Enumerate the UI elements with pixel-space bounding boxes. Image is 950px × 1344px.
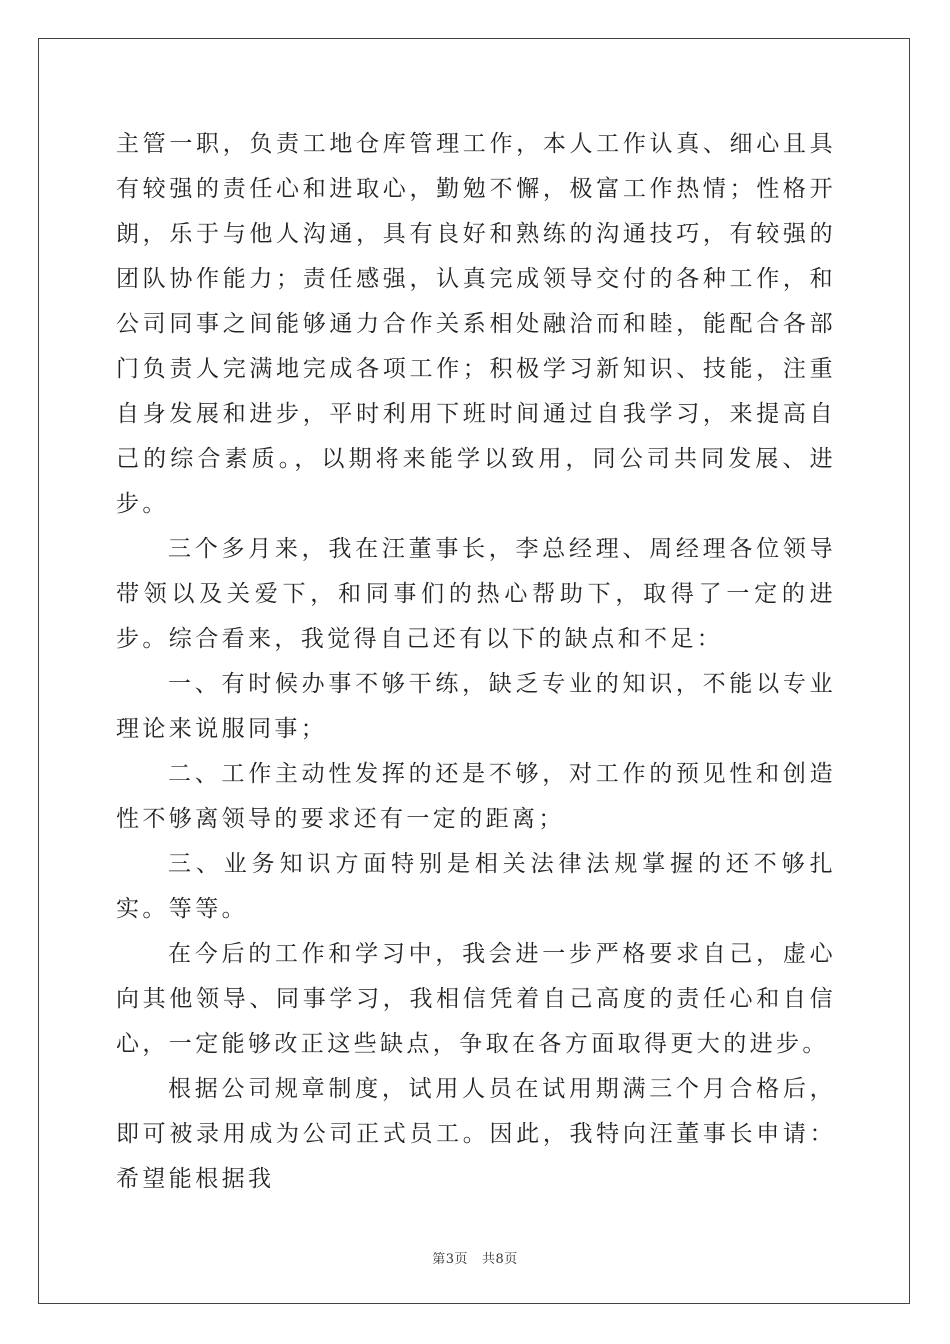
document-body: [116, 122, 836, 1202]
paragraph: 三个多月来，我在汪董事长，李总经理、周经理各位领导带领以及关爱下，和同事们的热心帮助下，取得了一定的进步。综合看来，我觉得自己还有以下的缺点和不足：: [116, 536, 836, 652]
paragraph: 根据公司规章制度，试用人员在试用期满三个月合格后，即可被录用成为公司正式员工。因此，我特向汪董事长申请：希望能根据我: [116, 1076, 836, 1192]
page-footer: [0, 1248, 950, 1267]
paragraph-list-item-2: 二、工作主动性发挥的还是不够，对工作的预见性和创造性不够离领导的要求还有一定的距离；: [116, 761, 836, 832]
paragraph: 在今后的工作和学习中，我会进一步严格要求自己，虚心向其他领导、同事学习，我相信凭着自己高度的责任心和自信心，一定能够改正这些缺点，争取在各方面取得更大的进步。: [116, 941, 836, 1057]
paragraph-list-item-1: 一、有时候办事不够干练，缺乏专业的知识，不能以专业理论来说服同事；: [116, 671, 836, 742]
paragraph-list-item-3: 三、业务知识方面特别是相关法律法规掌握的还不够扎实。等等。: [116, 851, 836, 922]
page-number: 第3页: [432, 1252, 468, 1267]
paragraph-continuation: 主管一职，负责工地仓库管理工作，本人工作认真、细心且具有较强的责任心和进取心，勤勉不懈，极富工作热情；性格开朗，乐于与他人沟通，具有良好和熟练的沟通技巧，有较强的团队协作能力；责任感强，认真完成领导交付的各种工作，和公司同事之间能够通力合作关系相处融洽而和睦，能配合各部门负责人完满地完成各项工作；积极学习新知识、技能，注重自身发展和进步，平时利用下班时间通过自我学习，来提高自己的综合素质。，以期将来能学以致用，同公司共同发展、进步。: [116, 131, 836, 517]
total-pages: 共8页: [482, 1252, 518, 1267]
